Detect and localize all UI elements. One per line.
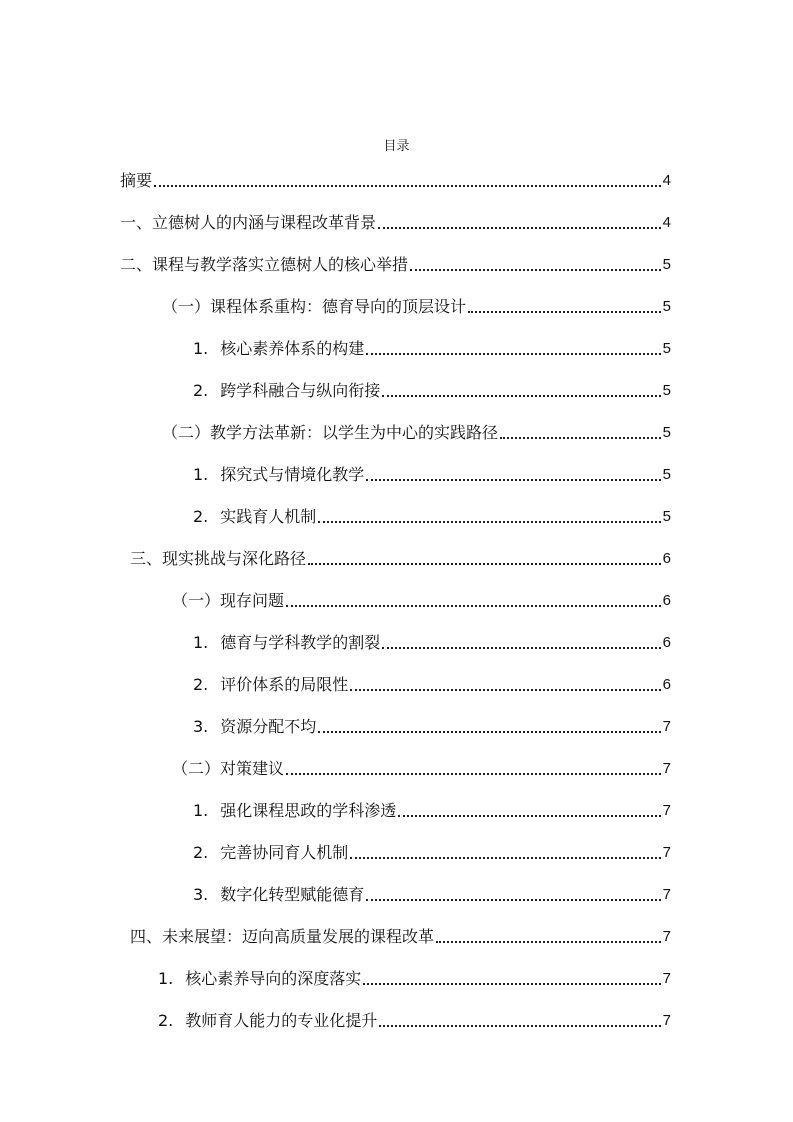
toc-entry-label: 实践育人机制 bbox=[220, 507, 317, 526]
toc-entry-label: 摘要 bbox=[120, 171, 153, 190]
toc-entry-subsection[interactable] bbox=[193, 796, 671, 822]
toc-page-number: 6 bbox=[662, 550, 671, 567]
toc-entry-label: 一、立德树人的内涵与课程改革背景 bbox=[120, 213, 377, 232]
toc-page-number: 5 bbox=[662, 424, 671, 441]
toc-page-number: 7 bbox=[662, 802, 671, 819]
toc-page-number: 7 bbox=[662, 886, 671, 903]
toc-leader-dots bbox=[410, 269, 661, 271]
toc-title: 目录 bbox=[383, 139, 410, 154]
toc-leader-dots bbox=[382, 395, 660, 397]
toc-entry-subsection[interactable] bbox=[193, 670, 671, 696]
toc-leader-dots bbox=[378, 227, 661, 229]
toc-entry-label: （二）教学方法革新：以学生为中心的实践路径 bbox=[162, 423, 499, 442]
toc-entry-label: 四、未来展望：迈向高质量发展的课程改革 bbox=[130, 927, 435, 946]
toc-entry-number: 1. bbox=[193, 465, 209, 484]
toc-entry-subsection[interactable] bbox=[193, 838, 671, 864]
toc-entry-number: 1. bbox=[158, 969, 174, 988]
toc-entry-label: 三、现实挑战与深化路径 bbox=[130, 549, 307, 568]
toc-page-number: 7 bbox=[662, 1012, 671, 1029]
toc-leader-dots bbox=[318, 521, 660, 523]
toc-page-number: 7 bbox=[662, 844, 671, 861]
toc-leader-dots bbox=[382, 647, 660, 649]
toc-page-number: 5 bbox=[662, 382, 671, 399]
toc-page-number: 6 bbox=[662, 676, 671, 693]
toc-entry-number: 2. bbox=[193, 507, 209, 526]
toc-entry-chapter-3[interactable] bbox=[130, 544, 671, 570]
toc-page-number: 5 bbox=[662, 466, 671, 483]
toc-leader-dots bbox=[350, 857, 660, 859]
toc-entry-section-3-2[interactable] bbox=[172, 754, 671, 780]
toc-entry-subsection[interactable] bbox=[193, 880, 671, 906]
toc-entry-subsection[interactable] bbox=[193, 376, 671, 402]
toc-entry-subsection[interactable] bbox=[158, 1006, 671, 1032]
toc-entry-subsection[interactable] bbox=[193, 628, 671, 654]
toc-entry-subsection[interactable] bbox=[193, 460, 671, 486]
toc-leader-dots bbox=[286, 773, 661, 775]
toc-page-number: 6 bbox=[662, 592, 671, 609]
toc-entry-number: 3. bbox=[193, 885, 209, 904]
toc-page-number: 5 bbox=[662, 256, 671, 273]
toc-entry-chapter-4[interactable] bbox=[130, 922, 671, 948]
toc-entry-label: （一）现存问题 bbox=[172, 591, 285, 610]
toc-entry-label: 强化课程思政的学科渗透 bbox=[220, 801, 397, 820]
toc-entry-section-2-1[interactable] bbox=[162, 292, 671, 318]
toc-leader-dots bbox=[436, 941, 661, 943]
toc-entry-label: 评价体系的局限性 bbox=[220, 675, 349, 694]
toc-leader-dots bbox=[318, 731, 660, 733]
toc-entry-chapter-2[interactable] bbox=[120, 250, 671, 276]
toc-entry-section-2-2[interactable] bbox=[162, 418, 671, 444]
toc-page-number: 7 bbox=[662, 718, 671, 735]
toc-entry-number: 2. bbox=[193, 381, 209, 400]
toc-entry-label: 核心素养导向的深度落实 bbox=[185, 969, 362, 988]
toc-entry-subsection[interactable] bbox=[158, 964, 671, 990]
toc-leader-dots bbox=[366, 899, 660, 901]
toc-entry-label: （一）课程体系重构：德育导向的顶层设计 bbox=[162, 297, 467, 316]
toc-entry-number: 2. bbox=[193, 675, 209, 694]
toc-entry-number: 2. bbox=[193, 843, 209, 862]
toc-entry-number: 3. bbox=[193, 717, 209, 736]
toc-entry-label: 教师育人能力的专业化提升 bbox=[185, 1011, 378, 1030]
toc-page-number: 7 bbox=[662, 970, 671, 987]
toc-entry-subsection[interactable] bbox=[193, 712, 671, 738]
toc-entry-subsection[interactable] bbox=[193, 502, 671, 528]
toc-page-number: 5 bbox=[662, 340, 671, 357]
toc-leader-dots bbox=[366, 353, 660, 355]
toc-entry-subsection[interactable] bbox=[193, 334, 671, 360]
toc-page-number: 4 bbox=[662, 172, 671, 189]
toc-page-number: 7 bbox=[662, 760, 671, 777]
toc-page-number: 7 bbox=[662, 928, 671, 945]
toc-page-number: 5 bbox=[662, 298, 671, 315]
toc-page-number: 5 bbox=[662, 508, 671, 525]
toc-leader-dots bbox=[500, 437, 661, 439]
toc-page-number: 6 bbox=[662, 634, 671, 651]
toc-entry-label: 完善协同育人机制 bbox=[220, 843, 349, 862]
toc-leader-dots bbox=[350, 689, 660, 691]
toc-entry-number: 1. bbox=[193, 801, 209, 820]
toc-entry-abstract[interactable] bbox=[120, 166, 671, 192]
toc-leader-dots bbox=[154, 185, 661, 187]
toc-leader-dots bbox=[398, 815, 660, 817]
toc-entry-label: 核心素养体系的构建 bbox=[220, 339, 365, 358]
toc-entry-label: 二、课程与教学落实立德树人的核心举措 bbox=[120, 255, 409, 274]
toc-entry-section-3-1[interactable] bbox=[172, 586, 671, 612]
toc-entry-chapter-1[interactable] bbox=[120, 208, 671, 234]
toc-leader-dots bbox=[468, 311, 661, 313]
toc-entry-label: 探究式与情境化教学 bbox=[220, 465, 365, 484]
toc-entry-number: 1. bbox=[193, 633, 209, 652]
toc-entry-label: 跨学科融合与纵向衔接 bbox=[220, 381, 381, 400]
toc-leader-dots bbox=[286, 605, 661, 607]
toc-leader-dots bbox=[379, 1025, 660, 1027]
toc-leader-dots bbox=[366, 479, 660, 481]
toc-leader-dots bbox=[308, 563, 661, 565]
toc-entry-number: 2. bbox=[158, 1011, 174, 1030]
toc-entry-number: 1. bbox=[193, 339, 209, 358]
toc-entry-label: （二）对策建议 bbox=[172, 759, 285, 778]
toc-page-number: 4 bbox=[662, 214, 671, 231]
toc-entry-label: 德育与学科教学的割裂 bbox=[220, 633, 381, 652]
toc-entry-label: 资源分配不均 bbox=[220, 717, 317, 736]
toc-entry-label: 数字化转型赋能德育 bbox=[220, 885, 365, 904]
toc-leader-dots bbox=[363, 983, 660, 985]
